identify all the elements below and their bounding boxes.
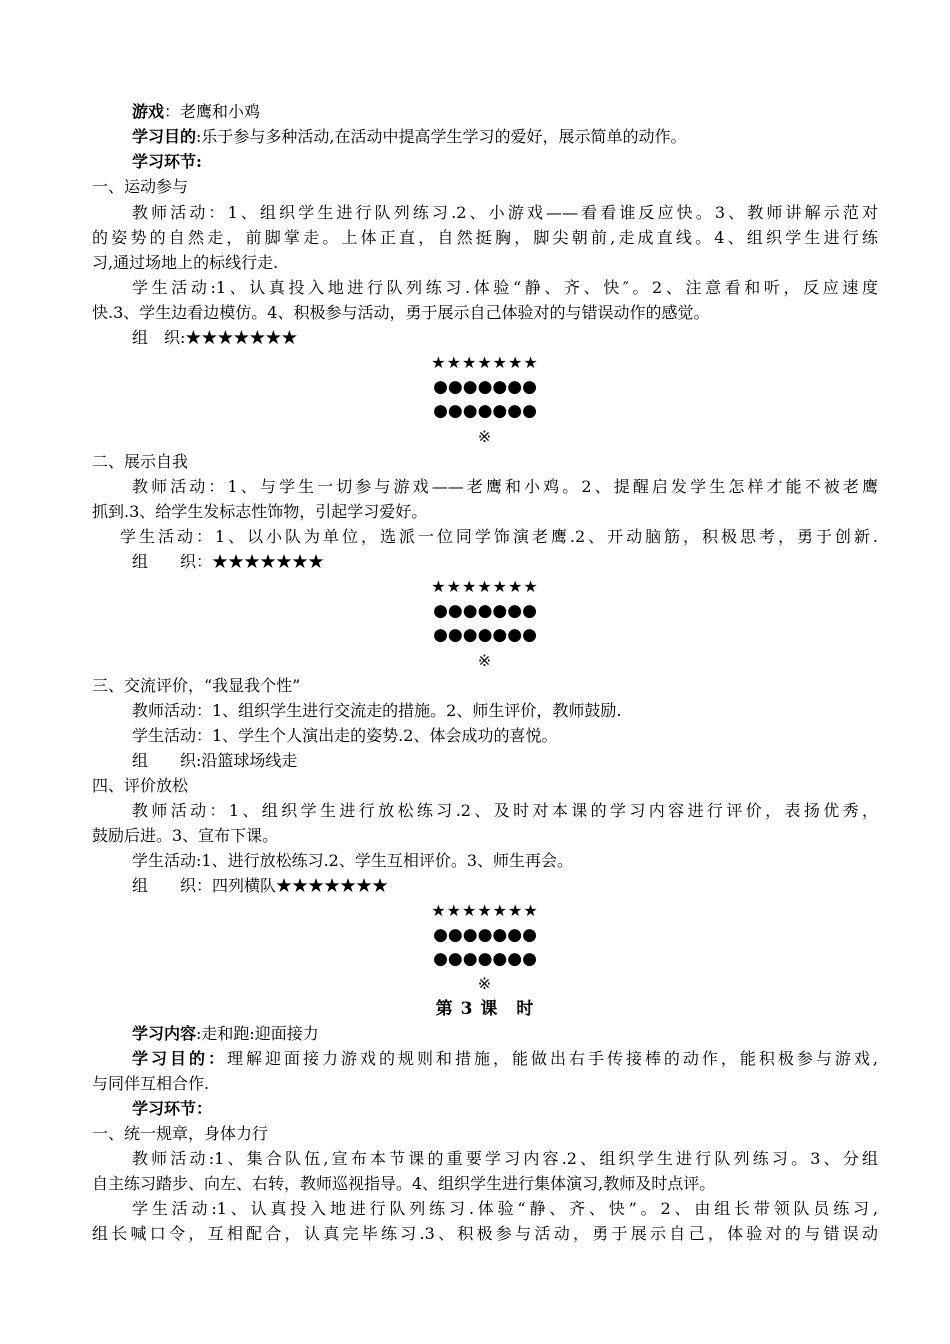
part4-formation-row-2: ●●●●●●●	[433, 925, 537, 945]
lesson3-teacher-line-1: 教师活动:1、集合队伍,宣布本节课的重要学习内容.2、组织学生进行队列练习。3、分组	[132, 1149, 878, 1168]
lesson3-steps-label: 学习环节：	[132, 1099, 213, 1118]
lesson3-purpose-value: 理解迎面接力游戏的规则和措施，能做出右手传接棒的动作，能积极参与游戏,	[227, 1049, 878, 1068]
steps-label: 学习环节	[132, 152, 197, 171]
part1-formation-row-1: ★★★★★★★	[431, 353, 539, 372]
part3-organization: 组 织:沿篮球场线走	[132, 751, 298, 770]
part4-teacher-line-2: 鼓励后进。3、宣布下课。	[92, 826, 279, 845]
part2-formation-row-1: ★★★★★★★	[431, 577, 539, 596]
part1-teacher-line-1: 教师活动：1、组织学生进行队列练习.2、小游戏——看看谁反应快。3、教师讲解示范对	[132, 203, 878, 222]
part2-student-line: 学生活动：1、以小队为单位，选派一位同学饰演老鹰.2、开动脑筋，积极思考，勇于创新.	[120, 527, 878, 546]
part4-student-line: 学生活动:1、进行放松练习.2、学生互相评价。3、师生再会。	[132, 851, 574, 870]
steps-line	[132, 150, 878, 174]
part4-formation-row-1: ★★★★★★★	[431, 901, 539, 920]
game-line	[132, 100, 878, 124]
part1-student-line-1: 学生活动:1、认真投入地进行队列练习.体验“静、齐、快″。2、注意看和听，反应速度	[132, 278, 878, 297]
part2-formation-row-3: ●●●●●●●	[433, 625, 537, 645]
part3-heading: 三、交流评价，“我显我个性”	[92, 676, 301, 695]
part1-heading: 一、运动参与	[92, 177, 189, 196]
steps-colon: :	[196, 152, 202, 171]
part4-heading: 四、评价放松	[92, 776, 189, 795]
purpose-value: :乐于参与多种活动,在活动中提高学生学习的爱好，展示简单的动作。	[196, 127, 687, 146]
purpose-label: 学习目的	[132, 127, 197, 146]
part4-teacher-marker: ※	[477, 974, 493, 993]
part3-teacher-line: 教师活动：1、组织学生进行交流走的措施。2、师生评价，教师鼓励.	[132, 701, 622, 720]
part4-organization: 组 织：四列横队★★★★★★★	[132, 876, 389, 895]
part1-student-line-2: 快.3、学生边看边模仿。4、积极参与活动，勇于展示自己体验对的与错误动作的感觉。	[92, 303, 710, 322]
part1-formation-row-3: ●●●●●●●	[433, 401, 537, 421]
lesson3-content-value: :走和跑:迎面接力	[196, 1024, 319, 1043]
part2-teacher-line-1: 教师活动：1、与学生一切参与游戏——老鹰和小鸡。2、提醒启发学生怎样才能不被老鹰	[132, 477, 878, 496]
part2-formation-row-2: ●●●●●●●	[433, 601, 537, 621]
purpose-line	[132, 125, 878, 149]
part4-formation-row-3: ●●●●●●●	[433, 949, 537, 969]
game-label: 游戏	[132, 102, 165, 121]
part1-teacher-line-2: 的姿势的自然走，前脚掌走。上体正直，自然挺胸，脚尖朝前,走成直线。4、组织学生进行练	[92, 228, 878, 247]
lesson3-content-line	[132, 1022, 878, 1046]
lesson3-content-label: 学习内容	[132, 1024, 197, 1043]
lesson3-purpose-label: 学习目的：	[132, 1049, 227, 1068]
part1-teacher-marker: ※	[477, 427, 493, 446]
game-value: ：老鹰和小鸡	[164, 102, 261, 121]
part2-heading: 二、展示自我	[92, 452, 189, 471]
part1-teacher-line-3: 习,通过场地上的标线行走.	[92, 253, 279, 272]
part1-formation-row-2: ●●●●●●●	[433, 377, 537, 397]
lesson3-part1-heading: 一、统一规章，身体力行	[92, 1124, 269, 1143]
lesson3-student-line-2: 组长喊口令，互相配合，认真完毕练习.3、积极参与活动，勇于展示自己，体验对的与错误动	[92, 1224, 878, 1243]
lesson3-title: 第 3 课 时	[435, 999, 535, 1019]
part4-teacher-line-1: 教师活动：1、组织学生进行放松练习.2、及时对本课的学习内容进行评价，表扬优秀，	[132, 801, 878, 820]
lesson3-purpose-line	[132, 1047, 878, 1071]
part2-teacher-marker: ※	[477, 651, 493, 670]
part2-teacher-line-2: 抓到.3、给学生发标志性饰物，引起学习爱好。	[92, 502, 428, 521]
lesson3-teacher-line-2: 自主练习踏步、向左、右转，教师巡视指导。4、组织学生进行集体演习,教师及时点评。	[92, 1174, 716, 1193]
part2-organization: 组 织：★★★★★★★	[132, 552, 325, 571]
part1-organization: 组 织:★★★★★★★	[132, 328, 298, 347]
lesson3-purpose-line-2: 与同伴互相合作.	[92, 1074, 210, 1093]
part3-student-line: 学生活动：1、学生个人演出走的姿势.2、体会成功的喜悦。	[132, 726, 558, 745]
lesson3-student-line-1: 学生活动:1、认真投入地进行队列练习.体验“静、齐、快”。2、由组长带领队员练习,	[132, 1199, 878, 1218]
